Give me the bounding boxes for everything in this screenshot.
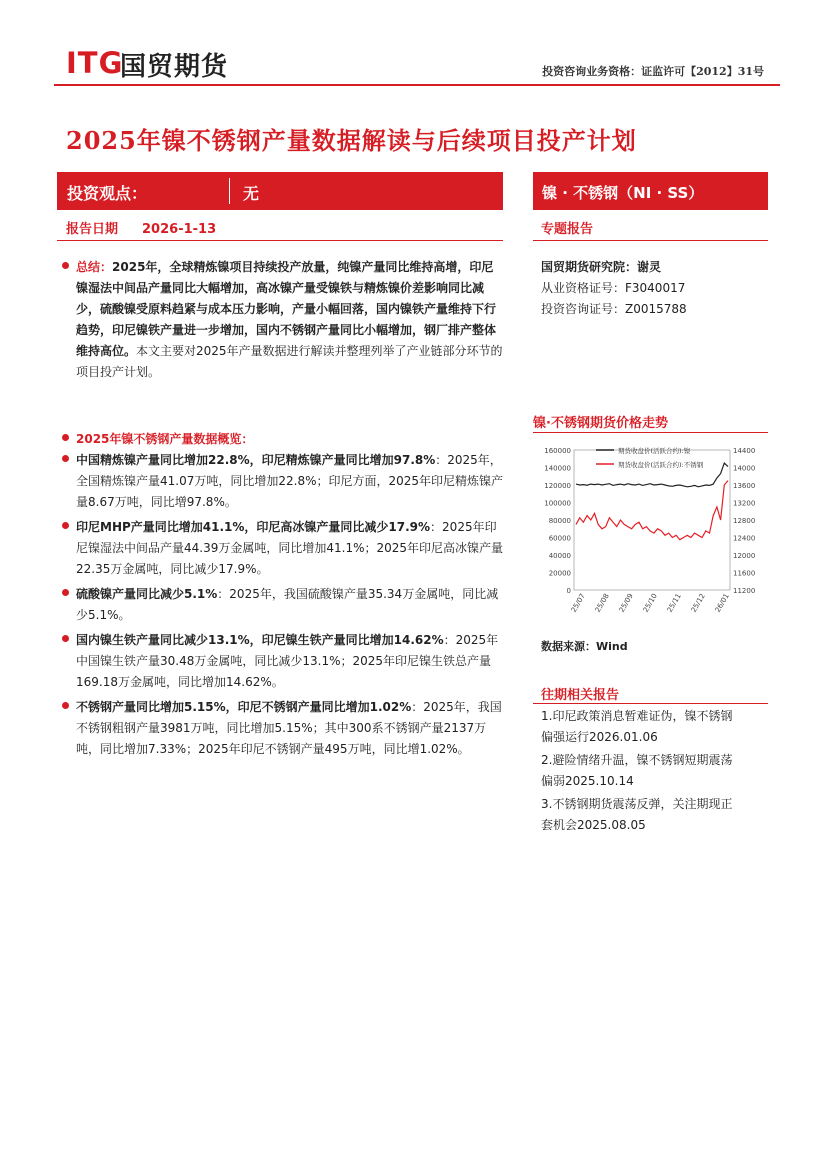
logo-company-name: 国贸期货 [120, 52, 229, 82]
x-tick-label: 25/10 [641, 592, 659, 614]
overview-item [76, 630, 504, 693]
y-left-tick-label: 160000 [544, 447, 571, 455]
legend-label: 期货收盘价(活跃合约):不锈钢 [618, 461, 704, 469]
y-right-tick-label: 11200 [733, 587, 756, 595]
y-right-tick-label: 14000 [733, 464, 756, 473]
opinion-divider [229, 178, 230, 204]
overview-item-body: ：2025年，我国不锈钢粗钢产量3981万吨，同比增加5.15%；其中300系不锈钢产量2137万吨，同比增加7.33%；2025年印尼不锈钢产量495万吨，同比增1.02%。 [76, 700, 502, 756]
bullet-icon [62, 262, 69, 269]
chart-title-divider [533, 432, 768, 433]
summary-label: 总结： [76, 260, 113, 274]
report-date [66, 218, 216, 237]
recent-title: 往期相关报告 [541, 688, 620, 703]
y-left-tick-label: 80000 [548, 517, 571, 525]
series-line [576, 481, 728, 540]
legend-label: 期货收盘价(活跃合约):镍 [618, 447, 691, 455]
y-right-tick-label: 13600 [733, 482, 756, 490]
y-left-tick-label: 140000 [544, 464, 571, 473]
report-date-label: 报告日期 [66, 222, 119, 237]
overview-title-item [76, 429, 504, 450]
bullet-icon [62, 702, 69, 709]
opinion-value: 无 [243, 184, 260, 203]
bullet-icon [62, 589, 69, 596]
y-left-tick-label: 100000 [544, 499, 571, 508]
y-left-tick-label: 40000 [548, 552, 571, 560]
overview-item [76, 697, 504, 760]
plot-frame [574, 450, 730, 590]
summary-normal: 本文主要对2025年产量数据进行解读并整理列举了产业链部分环节的项目投产计划。 [76, 344, 503, 379]
report-type: 专题报告 [541, 222, 594, 237]
y-left-tick-label: 60000 [548, 534, 571, 543]
overview-item-body: ：2025年，全国精炼镍产量41.07万吨，同比增加22.8%；印尼方面，2025年印尼精炼镍产量8.67万吨，同比增97.8%。 [76, 453, 504, 509]
overview-item [76, 517, 504, 580]
summary-item [76, 257, 504, 383]
analyst-cert2: 投资咨询证号：Z0015788 [541, 302, 687, 316]
analyst-institute: 国贸期货研究院：谢灵 [541, 260, 662, 274]
bullet-icon [62, 522, 69, 529]
overview-item-head: 不锈钢产量同比增加5.15%，印尼不锈钢产量同比增加1.02% [76, 700, 412, 714]
analyst-block [541, 257, 771, 320]
y-right-tick-label: 12000 [733, 552, 756, 560]
bullet-icon [62, 434, 69, 441]
header-divider [54, 84, 780, 86]
x-tick-label: 25/09 [617, 592, 635, 614]
overview-title: 2025年镍不锈钢产量数据概览： [76, 432, 254, 446]
logo-itg: ITG [66, 46, 124, 80]
y-right-tick-label: 12800 [733, 517, 756, 525]
x-tick-label: 25/12 [689, 592, 707, 614]
y-right-tick-label: 11600 [733, 569, 756, 578]
right-divider [533, 240, 768, 241]
recent-report-item[interactable]: 3.不锈钢期货震荡反弹，关注期现正套机会2025.08.05 [541, 797, 733, 832]
summary-bold: 2025年，全球精炼镍项目持续投产放量，纯镍产量同比维持高增，印尼镍湿法中间品产量同比大幅增加，高冰镍产量受镍铁与精炼镍价差影响同比减少，硫酸镍受原料趋紧与成本压力影响，产量小幅回落，国内镍铁产量维持下行趋势，印尼镍铁产量进一步增加，国内不锈钢产量同比小幅增加，钢厂排产整体维持高位。 [76, 260, 497, 358]
y-left-tick-label: 0 [566, 587, 571, 595]
opinion-bar [57, 172, 503, 210]
chart-title: 镍·不锈钢期货价格走势 [533, 416, 668, 431]
report-date-value: 2026-1-13 [142, 222, 217, 237]
recent-reports [541, 706, 741, 838]
x-tick-label: 25/07 [569, 592, 587, 614]
license-text: 投资咨询业务资格：证监许可【2012】31号 [542, 65, 764, 78]
overview-item [76, 450, 504, 513]
overview-item-head: 国内镍生铁产量同比减少13.1%，印尼镍生铁产量同比增加14.62% [76, 633, 444, 647]
y-left-tick-label: 20000 [548, 569, 571, 578]
y-left-tick-label: 120000 [544, 482, 571, 490]
x-tick-label: 25/08 [593, 592, 611, 614]
bullet-icon [62, 455, 69, 462]
price-chart [536, 438, 768, 628]
overview-list [76, 450, 504, 760]
overview-block [76, 429, 504, 760]
overview-item-body: ：2025年印尼镍湿法中间品产量44.39万金属吨，同比增加41.1%；2025年印尼高冰镍产量22.35万金属吨，同比减少17.9%。 [76, 520, 504, 576]
x-tick-label: 26/01 [713, 592, 731, 614]
chart-source: 数据来源：Wind [541, 640, 628, 653]
overview-item-head: 硫酸镍产量同比减少5.1% [76, 587, 218, 601]
overview-item-body: ：2025年中国镍生铁产量30.48万金属吨，同比减少13.1%；2025年印尼镍生铁总产量169.18万金属吨，同比增加14.62%。 [76, 633, 499, 689]
recent-divider [533, 703, 768, 704]
category-label: 镍 · 不锈钢（NI · SS） [542, 184, 704, 202]
y-right-tick-label: 13200 [733, 499, 756, 508]
overview-item-head: 印尼MHP产量同比增加41.1%，印尼高冰镍产量同比减少17.9% [76, 520, 431, 534]
overview-item-head: 中国精炼镍产量同比增加22.8%，印尼精炼镍产量同比增加97.8% [76, 453, 436, 467]
opinion-label: 投资观点： [67, 184, 148, 203]
x-tick-label: 25/11 [665, 592, 683, 614]
category-bar [533, 172, 768, 210]
overview-item-body: ：2025年，我国硫酸镍产量35.34万金属吨，同比减少5.1%。 [76, 587, 499, 622]
summary-block [76, 257, 504, 383]
analyst-cert1: 从业资格证号：F3040017 [541, 281, 686, 295]
recent-report-item[interactable]: 1.印尼政策消息暂难证伪，镍不锈钢偏强运行2026.01.06 [541, 709, 733, 744]
overview-item [76, 584, 504, 626]
y-right-tick-label: 12400 [733, 534, 756, 543]
y-right-tick-label: 14400 [733, 447, 756, 455]
report-title: 2025年镍不锈钢产量数据解读与后续项目投产计划 [66, 126, 637, 155]
bullet-icon [62, 635, 69, 642]
recent-report-item[interactable]: 2.避险情绪升温，镍不锈钢短期震荡偏弱2025.10.14 [541, 753, 733, 788]
left-divider [57, 240, 503, 241]
